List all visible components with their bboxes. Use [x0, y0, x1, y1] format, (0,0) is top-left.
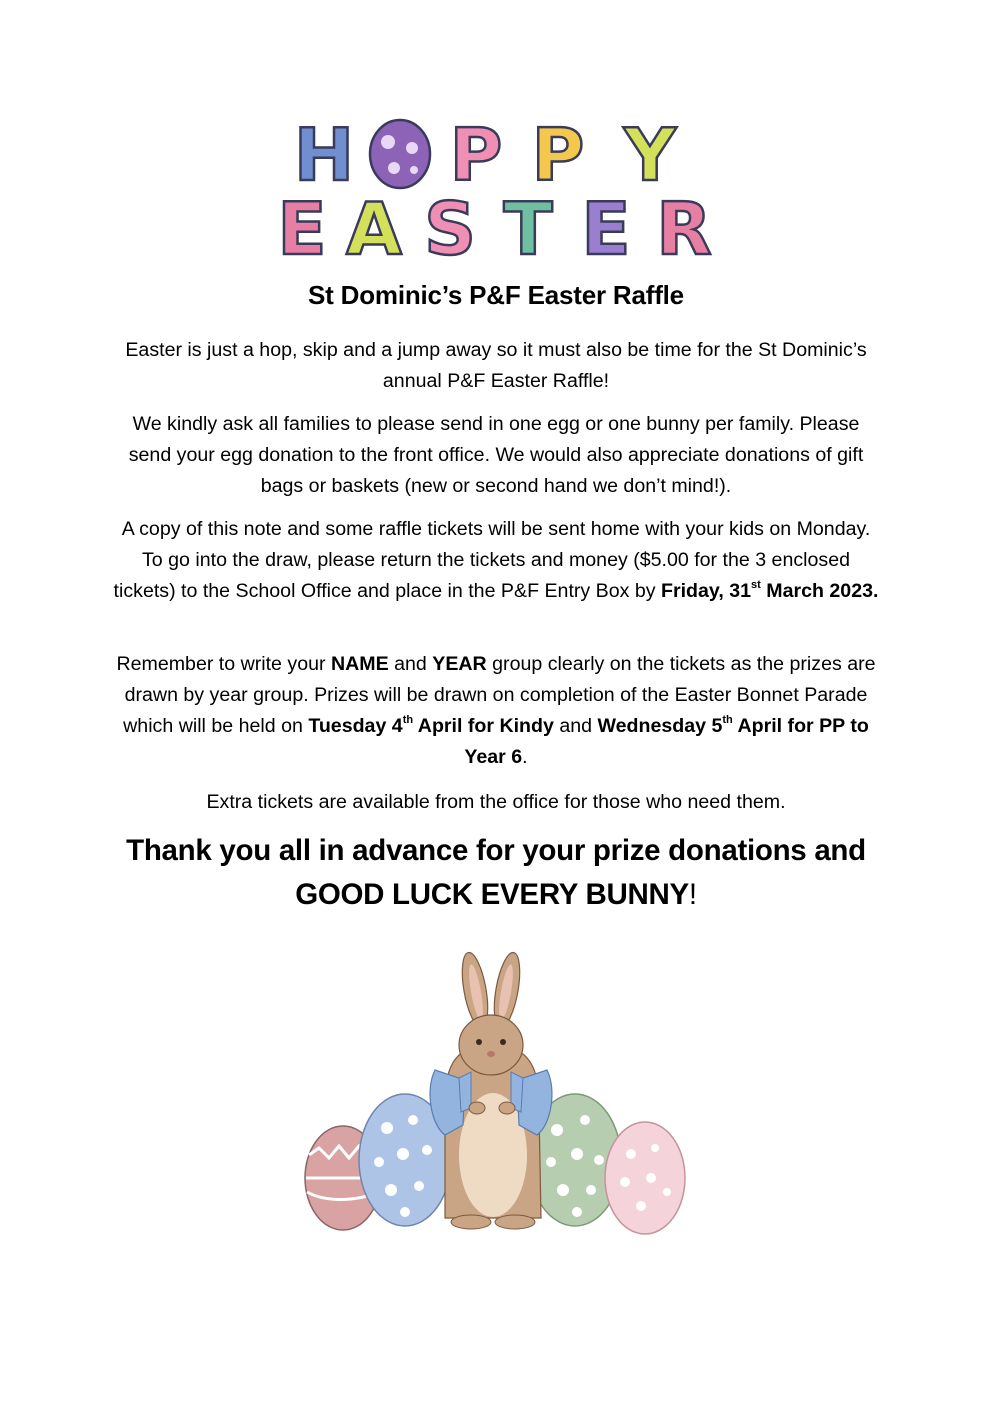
logo-letter: S	[424, 187, 476, 260]
logo-egg-o-icon	[370, 120, 430, 188]
bunny-icon	[430, 951, 552, 1229]
tickets-text: A copy of this note and some raffle tickets will be sent home with your kids on Monday. To go into the draw, please return the tickets and money ($5.00 for the 3 enclosed tickets) to the School Office and place in the P&F Entry Box by	[113, 518, 871, 602]
page-title: St Dominic’s P&F Easter Raffle	[308, 280, 684, 310]
logo-letter: H	[293, 118, 355, 197]
logo-letter: A	[346, 187, 402, 260]
draw-paragraph: Remember to write your NAME and YEAR group clearly on the tickets as the prizes are drawn by year group. Prizes will be drawn on completion of the Easter Bonnet Parade which will be held on Tuesday 4th April for Kindy and Wednesday 5th April for PP to Year 6.	[116, 653, 876, 768]
deadline: Friday, 31st March 2023.	[661, 579, 879, 602]
logo-letter: R	[656, 187, 712, 260]
bunny-with-eggs-illustration	[295, 950, 695, 1240]
logo-letter: P	[531, 118, 585, 197]
intro-paragraph: Easter is just a hop, skip and a jump away so it must also be time for the St Dominic’s annual P&F Easter Raffle!	[125, 339, 867, 392]
donation-paragraph: We kindly ask all families to please send in one egg or one bunny per family. Please send your egg donation to the front office. We would also appreciate donations of gift bags or baskets (new or second hand we don’t mind!).	[128, 413, 864, 497]
pp-year6-date: Wednesday 5th April for PP to Year 6	[464, 714, 869, 768]
pink-spotted-egg-icon	[605, 1122, 685, 1234]
happy-easter-logo	[266, 118, 726, 260]
logo-letter: E	[277, 187, 327, 260]
thank-you-heading: Thank you all in advance for your prize donations and GOOD LUCK EVERY BUNNY!	[126, 834, 866, 911]
logo-letter: E	[581, 187, 631, 260]
logo-letter: P	[449, 118, 503, 197]
logo-letter: T	[503, 187, 553, 260]
logo-letter: Y	[623, 118, 677, 197]
tickets-paragraph	[110, 514, 882, 607]
kindy-date: Tuesday 4th April for Kindy	[308, 714, 554, 737]
extra-tickets-paragraph: Extra tickets are available from the office for those who need them.	[206, 791, 786, 813]
